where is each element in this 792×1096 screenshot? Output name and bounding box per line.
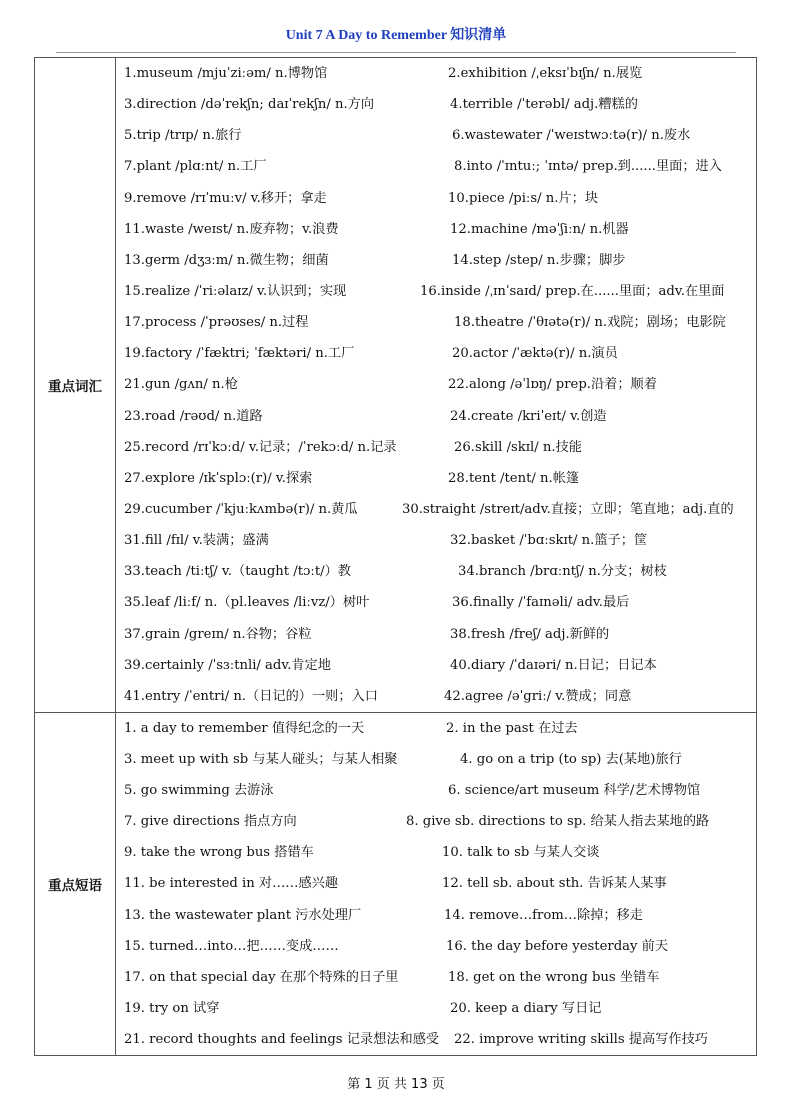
vocab-entry: 31.fill /fɪl/ v.装满；盛满 [124, 533, 269, 549]
phrase-row [124, 806, 756, 837]
vocab-entry: 3.direction /dəˈrekʃn; daɪˈrekʃn/ n.方向 [124, 97, 375, 113]
phrase-entry: 17. on that special day 在那个特殊的日子里 [124, 969, 399, 985]
vocab-row [124, 307, 756, 338]
vocab-entry: 25.record /rɪˈkɔːd/ v.记录；/ˈrekɔːd/ n.记录 [124, 439, 397, 455]
phrase-entry: 16. the day before yesterday 前天 [446, 938, 669, 954]
vocab-entry: 29.cucumber /ˈkjuːkʌmbə(r)/ n.黄瓜 [124, 501, 358, 517]
vocab-entry: 22.along /əˈlɒŋ/ prep.沿着；顺着 [448, 377, 657, 393]
vocab-row [124, 681, 756, 712]
vocab-entry: 42.agree /əˈgriː/ v.赞成；同意 [444, 688, 632, 704]
vocab-entry: 7.plant /plɑːnt/ n.工厂 [124, 159, 267, 175]
vocab-entry: 19.factory /ˈfæktri; ˈfæktəri/ n.工厂 [124, 346, 355, 362]
vocab-row [124, 120, 756, 151]
vocab-entry: 41.entry /ˈentri/ n.（日记的）一则；入口 [124, 688, 378, 704]
vocab-entry: 17.process /ˈprəʊses/ n.过程 [124, 315, 309, 331]
vocab-row [124, 525, 756, 556]
vocab-row [124, 369, 756, 400]
vocab-entry: 4.terrible /ˈterəbl/ adj.糟糕的 [450, 97, 638, 113]
phrase-entry: 12. tell sb. about sth. 告诉某人某事 [442, 876, 667, 892]
phrase-entry: 11. be interested in 对……感兴趣 [124, 876, 339, 892]
phrase-entry: 6. science/art museum 科学/艺术博物馆 [448, 783, 701, 799]
phrase-row [124, 1024, 756, 1055]
vocab-row [124, 463, 756, 494]
vocab-entry: 11.waste /weɪst/ n.废弃物；v.浪费 [124, 221, 339, 237]
vocab-entry: 30.straight /streɪt/adv.直接；立即；笔直地；adj.直的 [402, 501, 734, 517]
phrase-entry: 7. give directions 指点方向 [124, 814, 297, 830]
vocab-entry: 13.germ /dʒɜːm/ n.微生物；细菌 [124, 252, 329, 268]
vocab-entry: 10.piece /piːs/ n.片；块 [448, 190, 599, 206]
vocab-entry: 12.machine /məˈʃiːn/ n.机器 [450, 221, 629, 237]
phrase-entry: 5. go swimming 去游泳 [124, 783, 274, 799]
vocab-row [124, 587, 756, 618]
vocab-entry: 27.explore /ɪkˈsplɔː(r)/ v.探索 [124, 470, 313, 486]
vocab-entry: 23.road /rəʊd/ n.道路 [124, 408, 263, 424]
vocab-entry: 8.into /ˈɪntuː; ˈɪntə/ prep.到......里面；进入 [454, 159, 722, 175]
vocab-entry: 21.gun /gʌn/ n.枪 [124, 377, 238, 393]
page-title: Unit 7 A Day to Remember 知识清单 [285, 28, 507, 43]
vocab-section [35, 58, 757, 713]
vocab-entry: 16.inside /ˌɪnˈsaɪd/ prep.在......里面；adv.在里面 [420, 283, 725, 299]
phrase-entry: 3. meet up with sb 与某人碰头；与某人相聚 [124, 752, 398, 768]
vocab-row [124, 245, 756, 276]
vocab-entry: 24.create /kriˈeɪt/ v.创造 [450, 408, 607, 424]
phrase-entry: 18. get on the wrong bus 坐错车 [448, 969, 660, 985]
phrase-entry: 13. the wastewater plant 污水处理厂 [124, 907, 362, 923]
vocab-entry: 20.actor /ˈæktə(r)/ n.演员 [452, 346, 618, 362]
phrase-row [124, 837, 756, 868]
vocab-row [124, 151, 756, 182]
vocab-row [124, 432, 756, 463]
phrase-row [124, 931, 756, 962]
phrase-entry: 9. take the wrong bus 搭错车 [124, 845, 314, 861]
vocab-entry: 15.realize /ˈriːəlaɪz/ v.认识到；实现 [124, 283, 347, 299]
vocab-entry: 35.leaf /liːf/ n.（pl.leaves /liːvz/）树叶 [124, 595, 370, 611]
vocab-entry: 2.exhibition /ˌeksɪˈbɪʃn/ n.展览 [448, 66, 643, 81]
vocab-entry: 5.trip /trɪp/ n.旅行 [124, 128, 242, 144]
vocab-entry: 37.grain /greɪn/ n.谷物；谷粒 [124, 626, 312, 642]
knowledge-table [34, 57, 757, 1056]
phrase-row [124, 713, 756, 744]
phrase-entry: 14. remove…from…除掉；移走 [444, 907, 643, 923]
phrase-entry: 10. talk to sb 与某人交谈 [442, 845, 600, 861]
vocab-entry: 9.remove /rɪˈmuːv/ v.移开；拿走 [124, 190, 327, 206]
title-divider [56, 52, 736, 53]
vocab-row [124, 619, 756, 650]
vocab-row [124, 556, 756, 587]
vocab-row [124, 650, 756, 681]
phrase-section [35, 712, 757, 1055]
vocab-entry: 14.step /step/ n.步骤；脚步 [452, 252, 626, 268]
vocab-entry: 39.certainly /ˈsɜːtnli/ adv.肯定地 [124, 657, 331, 673]
phrase-category-label: 重点短语 [35, 712, 116, 1055]
vocab-entry: 40.diary /ˈdaɪəri/ n.日记；日记本 [450, 657, 657, 673]
vocab-entry: 34.branch /brɑːntʃ/ n.分支；树枝 [458, 564, 667, 580]
phrase-entry: 15. turned…into…把……变成…… [124, 938, 339, 954]
vocab-entry: 33.teach /tiːtʃ/ v.（taught /tɔːt/）教 [124, 564, 351, 580]
vocab-row [124, 214, 756, 245]
phrase-entry: 8. give sb. directions to sp. 给某人指去某地的路 [406, 814, 710, 830]
phrase-row [124, 993, 756, 1024]
vocab-category-label: 重点词汇 [35, 58, 116, 713]
phrase-entry: 2. in the past 在过去 [446, 720, 578, 736]
phrase-row [124, 744, 756, 775]
phrase-row [124, 900, 756, 931]
phrase-entry: 22. improve writing skills 提高写作技巧 [454, 1031, 708, 1047]
phrase-row [124, 775, 756, 806]
phrase-entry: 21. record thoughts and feelings 记录想法和感受 [124, 1031, 440, 1047]
vocab-row [124, 401, 756, 432]
vocab-row [124, 58, 756, 89]
page-footer: 第 1 页 共 13 页 [347, 1077, 445, 1092]
vocab-entry: 32.basket /ˈbɑːskɪt/ n.篮子；筐 [450, 533, 648, 549]
vocab-row [124, 276, 756, 307]
vocab-entry: 1.museum /mjuˈziːəm/ n.博物馆 [124, 66, 328, 81]
vocab-entry: 26.skill /skɪl/ n.技能 [454, 439, 582, 455]
vocab-list [116, 58, 757, 713]
vocab-entry: 28.tent /tent/ n.帐篷 [448, 470, 580, 486]
phrase-entry: 1. a day to remember 值得纪念的一天 [124, 720, 365, 736]
phrase-entry: 19. try on 试穿 [124, 1000, 220, 1016]
vocab-row [124, 89, 756, 120]
vocab-entry: 18.theatre /ˈθɪətə(r)/ n.戏院；剧场；电影院 [454, 315, 726, 331]
phrase-entry: 20. keep a diary 写日记 [450, 1000, 602, 1016]
vocab-row [124, 494, 756, 525]
vocab-entry: 38.fresh /freʃ/ adj.新鲜的 [450, 626, 610, 642]
phrase-row [124, 962, 756, 993]
vocab-entry: 6.wastewater /ˈweɪstwɔːtə(r)/ n.废水 [452, 128, 691, 144]
phrase-list [116, 712, 757, 1055]
phrase-entry: 4. go on a trip (to sp) 去(某地)旅行 [460, 752, 682, 768]
vocab-row [124, 183, 756, 214]
phrase-row [124, 868, 756, 899]
vocab-row [124, 338, 756, 369]
vocab-entry: 36.finally /ˈfaɪnəli/ adv.最后 [452, 595, 630, 611]
